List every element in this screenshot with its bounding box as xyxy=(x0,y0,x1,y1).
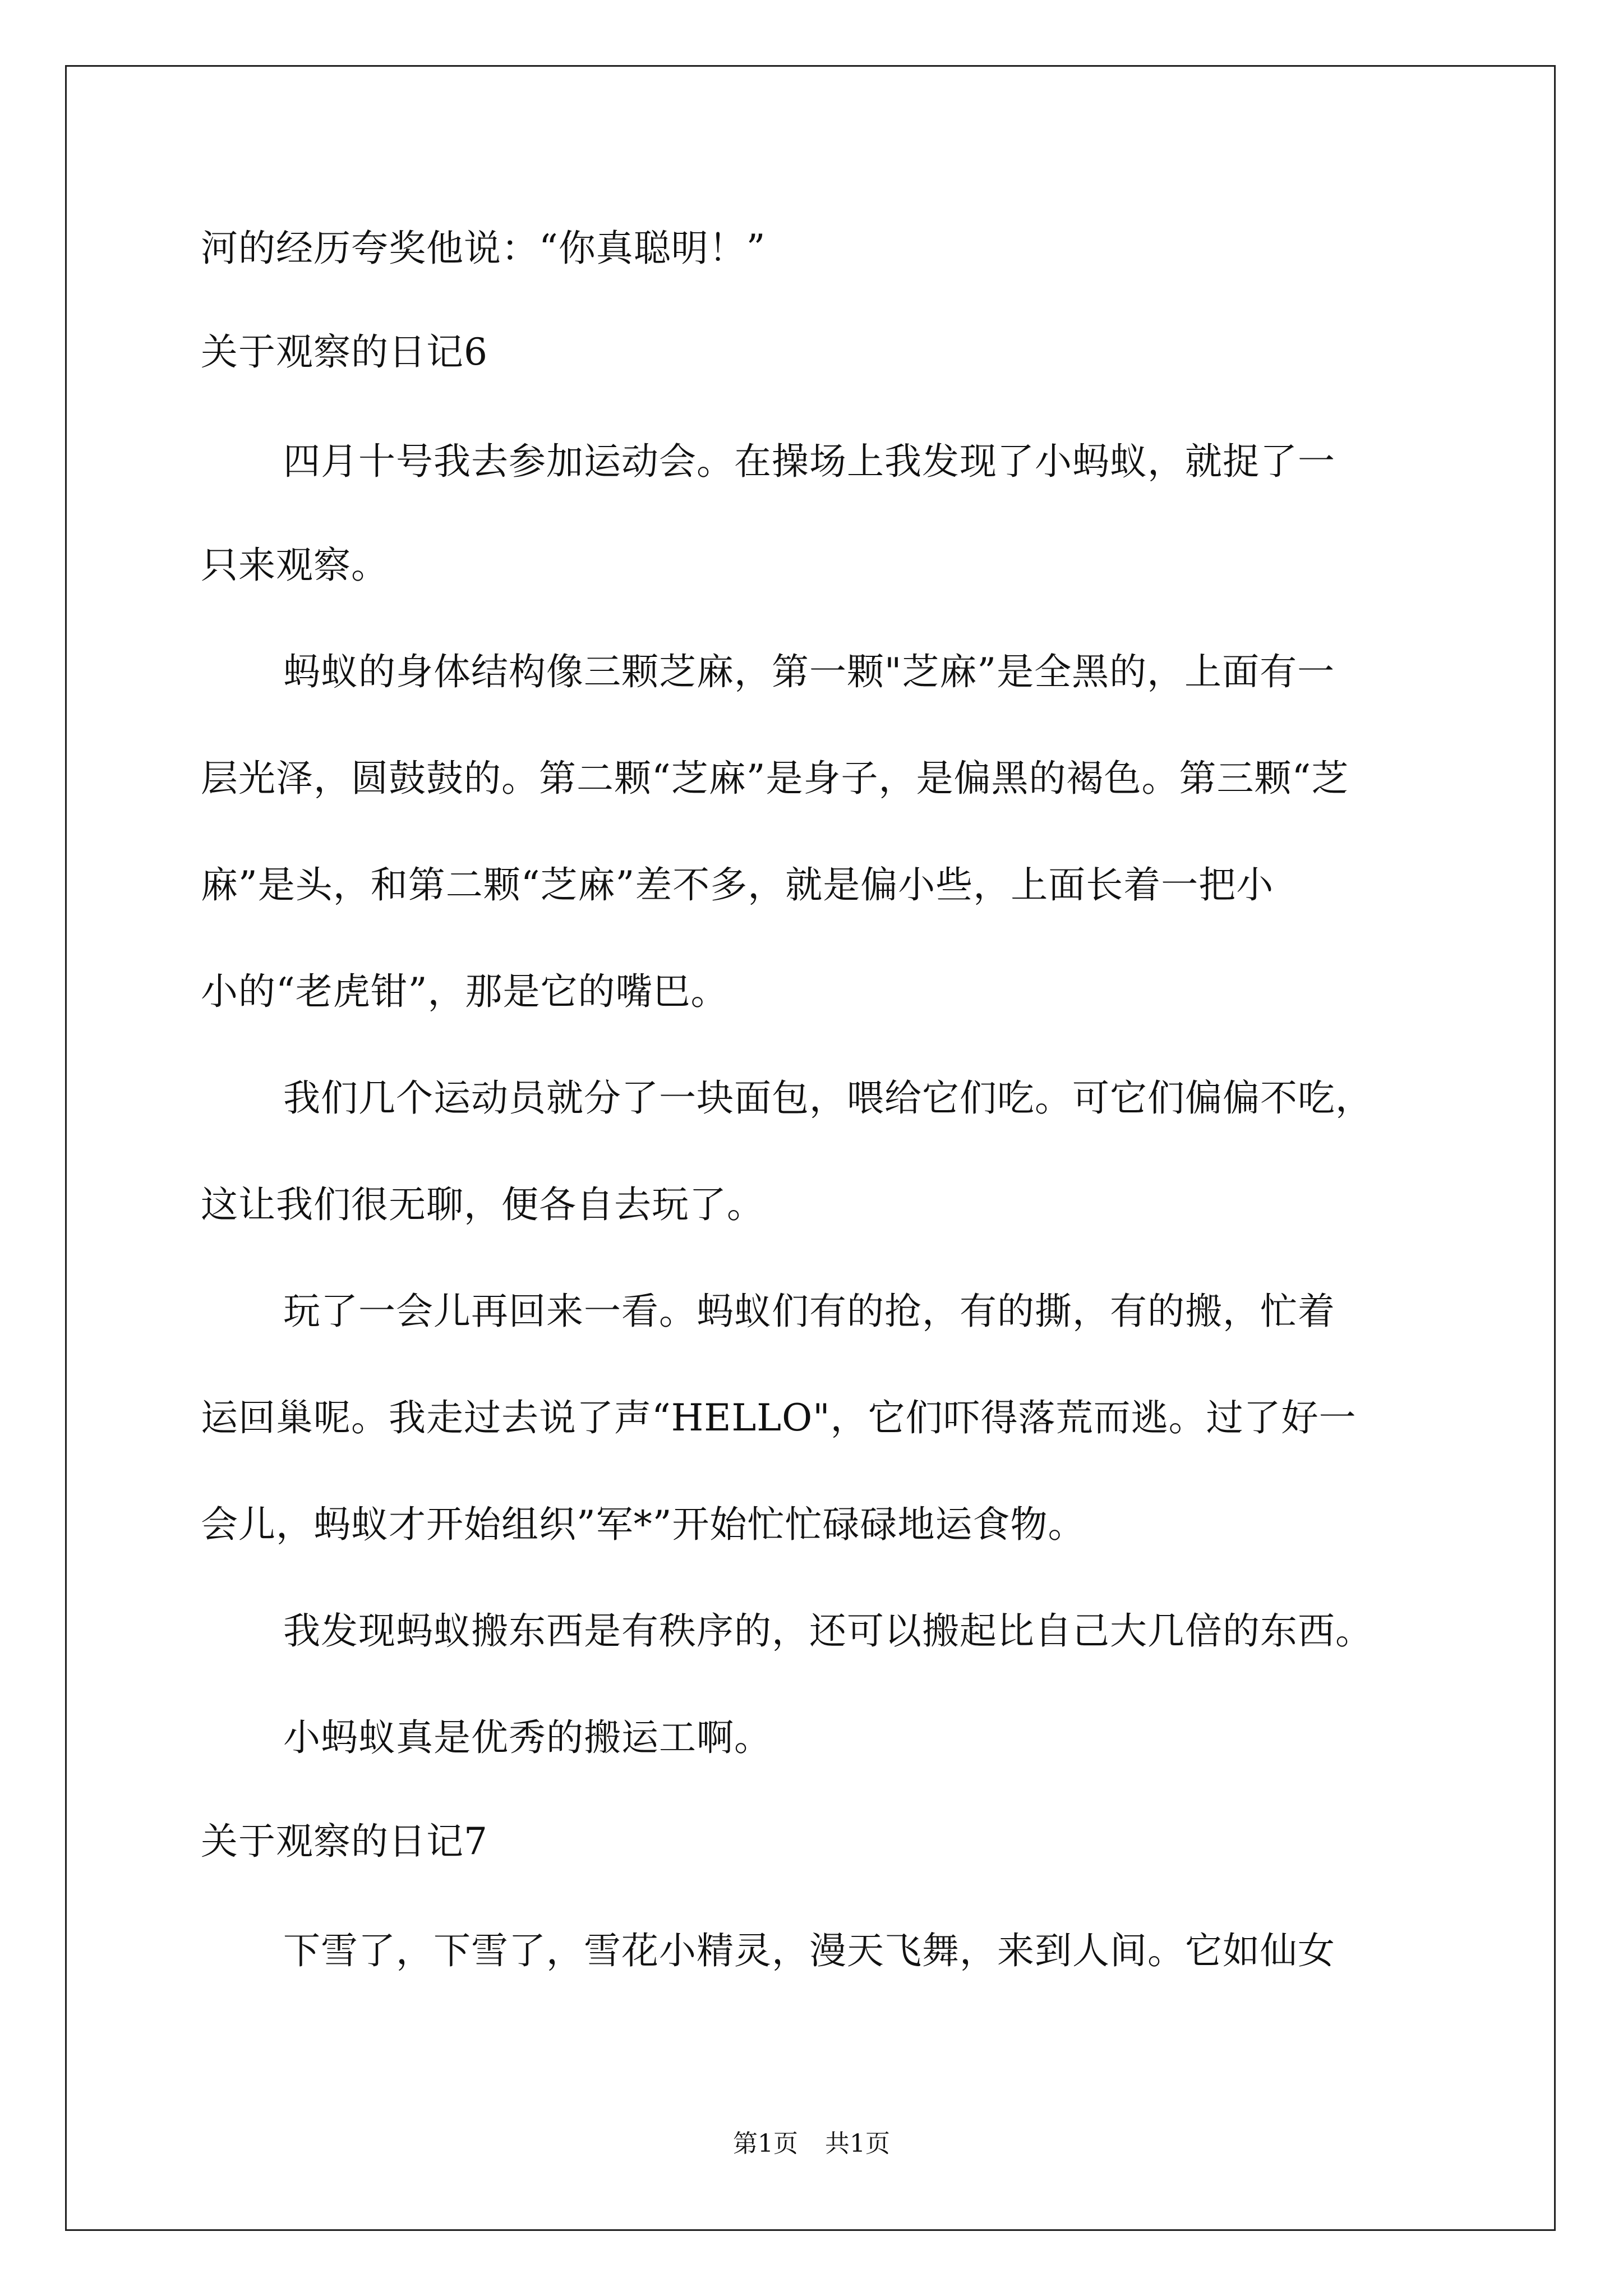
text-line: 麻”是头，和第二颗“芝麻”差不多，就是偏小些，上面长着一把小 xyxy=(201,863,1274,907)
text-line: 四月十号我去参加运动会。在操场上我发现了小蚂蚁，就捉了一 xyxy=(283,440,1335,483)
text-line: 蚂蚁的身体结构像三颗芝麻，第一颗"芝麻”是全黑的，上面有一 xyxy=(283,650,1335,693)
page-footer xyxy=(0,2129,1623,2158)
section-heading: 关于观察的日记7 xyxy=(201,1820,488,1863)
text-line: 这让我们很无聊，便各自去玩了。 xyxy=(201,1183,764,1226)
text-line: 层光泽，圆鼓鼓的。第二颗“芝麻”是身子，是偏黑的褐色。第三颗“芝 xyxy=(201,757,1349,800)
text-line: 运回巢呢。我走过去说了声“HELLO"，它们吓得落荒而逃。过了好一 xyxy=(201,1396,1357,1439)
text-line: 小蚂蚁真是优秀的搬运工啊。 xyxy=(283,1716,772,1759)
text-line: 我发现蚂蚁搬东西是有秩序的，还可以搬起比自己大几倍的东西。 xyxy=(283,1609,1373,1653)
text-line: 我们几个运动员就分了一块面包，喂给它们吃。可它们偏偏不吃， xyxy=(283,1076,1373,1120)
text-line: 下雪了，下雪了，雪花小精灵，漫天飞舞，来到人间。它如仙女 xyxy=(283,1929,1335,1972)
text-line: 只来观察。 xyxy=(201,544,389,587)
text-line: 河的经历夸奖他说：“你真聪明！” xyxy=(201,227,766,270)
text-line: 玩了一会儿再回来一看。蚂蚁们有的抢，有的撕，有的搬，忙着 xyxy=(283,1290,1335,1333)
page-number: 第1页 xyxy=(733,2129,798,2158)
section-heading: 关于观察的日记6 xyxy=(201,330,488,374)
text-line: 小的“老虎钳”，那是它的嘴巴。 xyxy=(201,970,728,1013)
text-line: 会儿，蚂蚁才开始组织”军*”开始忙忙碌碌地运食物。 xyxy=(201,1503,1086,1546)
page-border xyxy=(65,65,1556,2231)
page-total: 共1页 xyxy=(825,2129,890,2158)
